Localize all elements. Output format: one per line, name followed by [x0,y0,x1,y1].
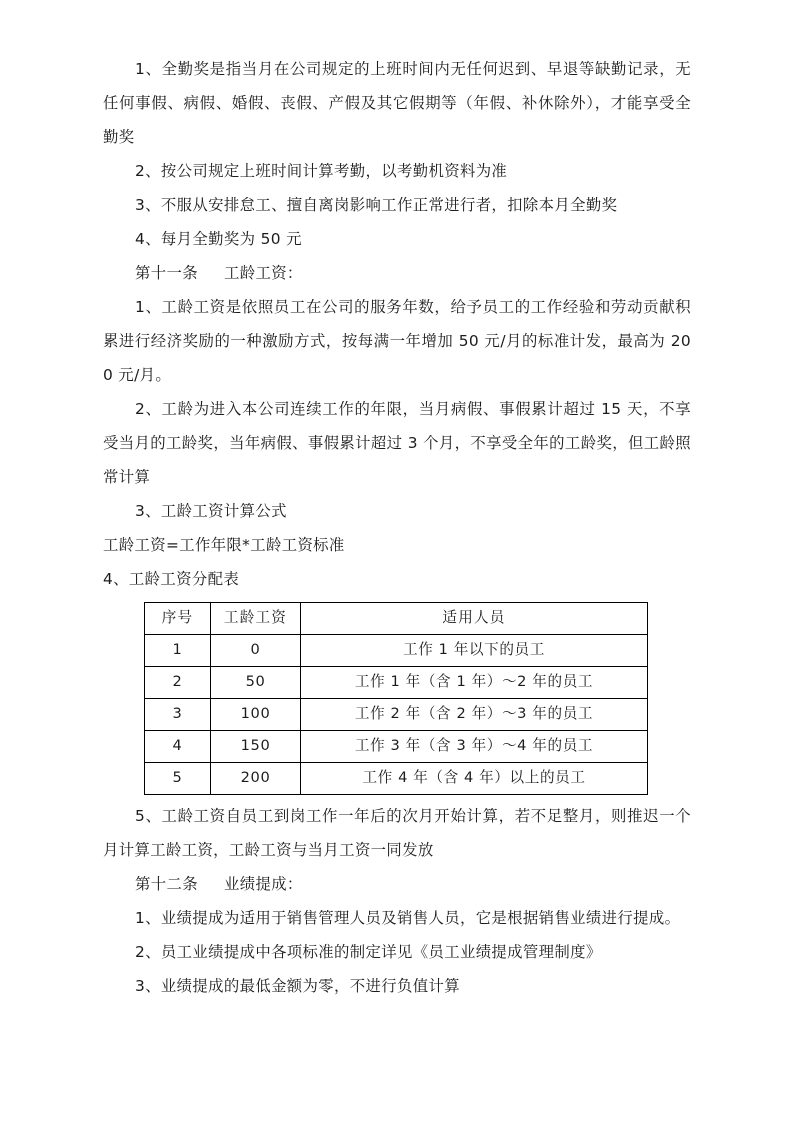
cell-salary: 200 [211,763,301,795]
cell-salary: 150 [211,731,301,763]
paragraph-seniority-1: 1、工龄工资是依照员工在公司的服务年数，给予员工的工作经验和劳动贡献积累进行经济奖励的一种激励方式，按每满一年增加 50 元/月的标准计发，最高为 200 元/月。 [103,298,691,384]
seniority-salary-table [144,602,648,795]
cell-no: 5 [145,763,211,795]
paragraph-seniority-3: 3、工龄工资计算公式 [135,502,287,520]
paragraph-attendance-bonus-2: 2、按公司规定上班时间计算考勤，以考勤机资料为准 [135,162,508,180]
paragraph-seniority-2: 2、工龄为进入本公司连续工作的年限，当月病假、事假累计超过 15 天，不享受当月的工龄奖，当年病假、事假累计超过 3 个月，不享受全年的工龄奖，但工龄照常计算 [103,400,691,486]
column-header-salary: 工龄工资 [211,603,301,635]
table-row [145,763,648,795]
cell-salary: 0 [211,635,301,667]
article-11-heading [103,256,691,290]
cell-applies-to: 工作 2 年（含 2 年）～3 年的员工 [301,699,648,731]
paragraph-seniority-5: 5、工龄工资自员工到岗工作一年后的次月开始计算，若不足整月，则推迟一个月计算工龄工资，工龄工资与当月工资一同发放 [103,807,691,859]
column-header-applies-to: 适用人员 [301,603,648,635]
paragraph-commission-1: 1、业绩提成为适用于销售管理人员及销售人员，它是根据销售业绩进行提成。 [135,909,681,927]
paragraph-commission-3: 3、业绩提成的最低金额为零，不进行负值计算 [135,977,460,995]
table-row [145,667,648,699]
article-11-number: 第十一条 [135,264,198,282]
cell-salary: 50 [211,667,301,699]
cell-no: 4 [145,731,211,763]
paragraph-attendance-bonus-3: 3、不服从安排怠工、擅自离岗影响工作正常进行者，扣除本月全勤奖 [135,196,618,214]
seniority-table-wrapper [144,602,691,795]
cell-applies-to: 工作 3 年（含 3 年）～4 年的员工 [301,731,648,763]
cell-applies-to: 工作 4 年（含 4 年）以上的员工 [301,763,648,795]
table-row [145,635,648,667]
seniority-formula: 工龄工资=工作年限*工龄工资标准 [103,536,345,554]
table-row [145,699,648,731]
article-12-title: 业绩提成： [223,875,303,893]
article-12-number: 第十二条 [135,875,198,893]
document-body [103,52,691,1003]
table-row [145,731,648,763]
paragraph-commission-2: 2、员工业绩提成中各项标准的制定详见《员工业绩提成管理制度》 [135,943,602,961]
paragraph-attendance-bonus-1: 1、全勤奖是指当月在公司规定的上班时间内无任何迟到、早退等缺勤记录，无任何事假、病假、婚假、丧假、产假及其它假期等（年假、补休除外），才能享受全勤奖 [103,60,691,146]
column-header-no: 序号 [145,603,211,635]
table-header-row [145,603,648,635]
cell-applies-to: 工作 1 年（含 1 年）～2 年的员工 [301,667,648,699]
article-12-heading [103,867,691,901]
cell-no: 1 [145,635,211,667]
cell-no: 3 [145,699,211,731]
cell-no: 2 [145,667,211,699]
cell-applies-to: 工作 1 年以下的员工 [301,635,648,667]
paragraph-attendance-bonus-4: 4、每月全勤奖为 50 元 [135,230,302,248]
seniority-table-caption: 4、工龄工资分配表 [103,570,240,588]
cell-salary: 100 [211,699,301,731]
article-11-title: 工龄工资： [223,264,303,282]
